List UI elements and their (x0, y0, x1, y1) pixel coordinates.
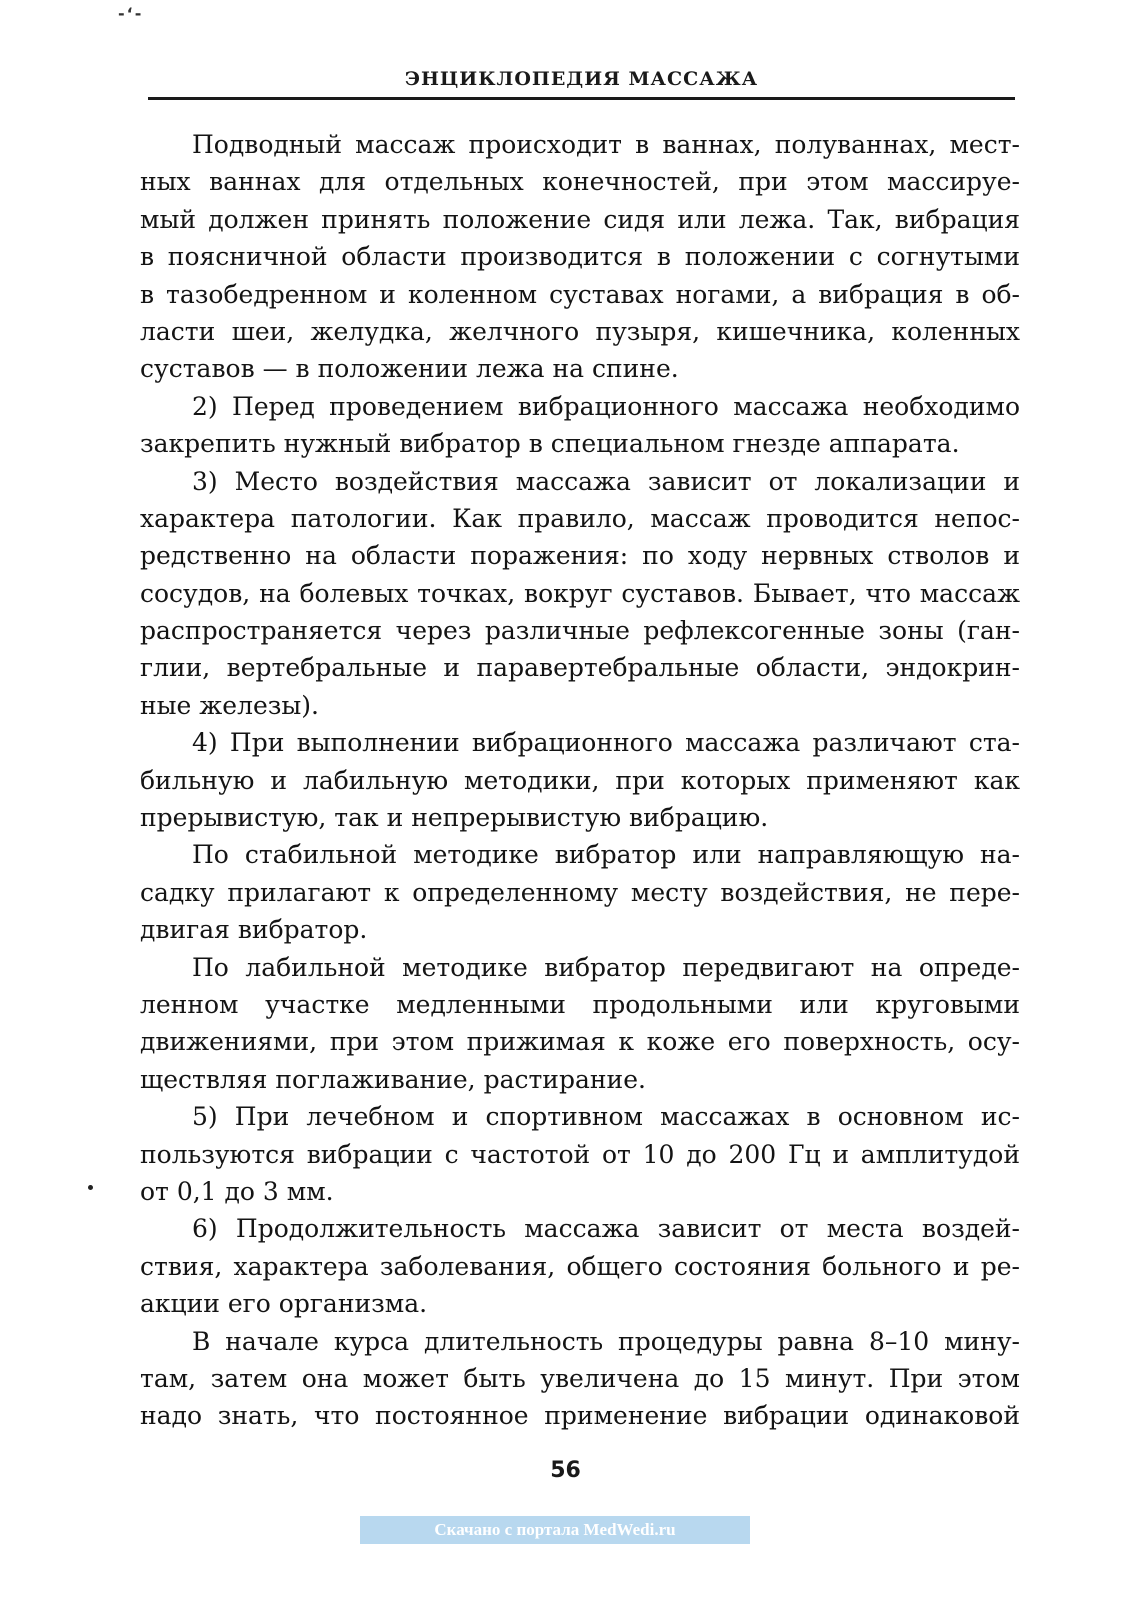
text-line: ных ваннах для отдельных конечностей, при этом массируе- (140, 167, 1020, 197)
text-line: ласти шеи, желудка, желчного пузыря, кишечника, коленных (140, 316, 1020, 346)
text-line: в тазобедренном и коленном суставах ногами, а вибрация в об- (140, 279, 1020, 309)
text-line: акции его организма. (140, 1289, 428, 1319)
text-line: распространяется через различные рефлексогенные зоны (ган- (140, 616, 1020, 646)
text-line: суставов — в положении лежа на спине. (140, 354, 679, 384)
text-line: 2) Перед проведением вибрационного массажа необходимо (192, 391, 1020, 421)
text-line: По стабильной методике вибратор или направляющую на- (192, 840, 1020, 870)
stray-dot (88, 1185, 93, 1190)
text-line: надо знать, что постоянное применение вибрации одинаковой (140, 1401, 1020, 1431)
text-line: ные железы). (140, 690, 320, 720)
corner-mark: -‘- (118, 4, 144, 23)
text-line: ществляя поглаживание, растирание. (140, 1064, 646, 1094)
text-line: 3) Место воздействия массажа зависит от локализации и (192, 466, 1020, 496)
text-line: ствия, характера заболевания, общего состояния больного и ре- (140, 1251, 1020, 1281)
header-rule (148, 97, 1015, 100)
text-line: пользуются вибрации с частотой от 10 до 200 Гц и амплитудой (140, 1139, 1020, 1169)
text-line: характера патологии. Как правило, массаж проводится непос- (140, 503, 1020, 533)
text-line: 4) При выполнении вибрационного массажа различают ста- (192, 728, 1020, 758)
text-line: 6) Продолжительность массажа зависит от места воздей- (192, 1214, 1020, 1244)
watermark-banner: Скачано с портала MedWedi.ru (360, 1516, 750, 1544)
text-line: сосудов, на болевых точках, вокруг суставов. Бывает, что массаж (140, 578, 1020, 608)
text-line: садку прилагают к определенному месту воздействия, не пере- (140, 877, 1020, 907)
text-line: мый должен принять положение сидя или лежа. Так, вибрация (140, 204, 1020, 234)
running-head: ЭНЦИКЛОПЕДИЯ МАССАЖА (404, 68, 759, 90)
text-line: закрепить нужный вибратор в специальном гнезде аппарата. (140, 429, 960, 459)
text-line: ленном участке медленными продольными или круговыми (140, 989, 1020, 1019)
text-line: в поясничной области производится в положении с согнутыми (140, 242, 1020, 272)
text-line: 5) При лечебном и спортивном массажах в основном ис- (192, 1102, 1020, 1132)
text-line: прерывистую, так и непрерывистую вибрацию. (140, 803, 769, 833)
text-line: В начале курса длительность процедуры равна 8–10 мину- (192, 1326, 1020, 1356)
text-line: двигая вибратор. (140, 915, 368, 945)
text-line: По лабильной методике вибратор передвигают на опреде- (192, 952, 1020, 982)
text-line: там, затем она может быть увеличена до 15 минут. При этом (140, 1363, 1020, 1393)
text-line: бильную и лабильную методики, при которых применяют как (140, 765, 1020, 795)
text-line: Подводный массаж происходит в ваннах, полуваннах, мест- (192, 130, 1020, 159)
text-line: движениями, при этом прижимая к коже его поверхность, осу- (140, 1027, 1020, 1057)
body-text (140, 126, 1020, 1435)
page-number: 56 (550, 1458, 581, 1483)
text-line: редственно на области поражения: по ходу нервных стволов и (140, 541, 1020, 571)
text-line: от 0,1 до 3 мм. (140, 1176, 334, 1206)
text-line: глии, вертебральные и паравертебральные области, эндокрин- (140, 653, 1020, 683)
